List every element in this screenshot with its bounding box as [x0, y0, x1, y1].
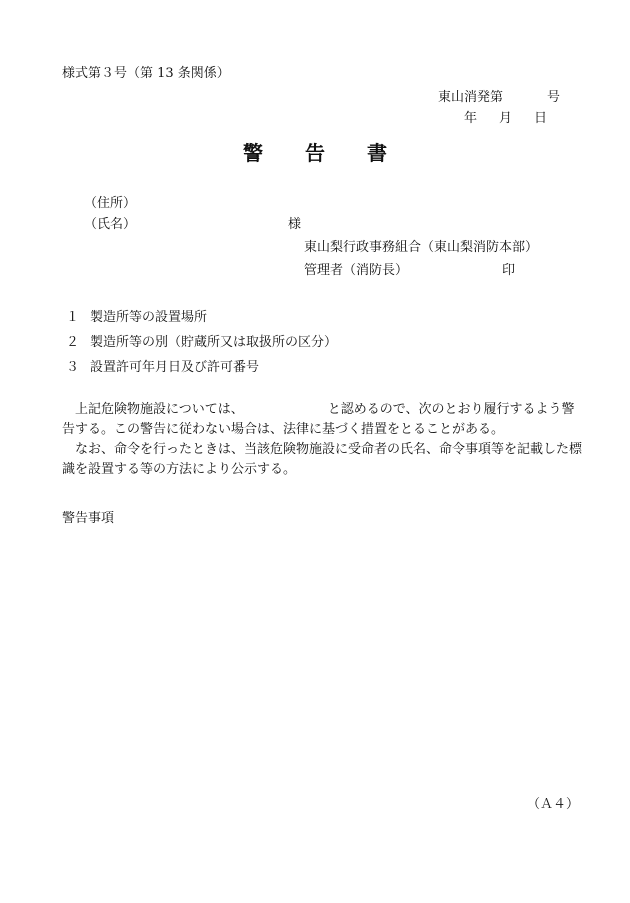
list-item — [66, 336, 337, 349]
list-item-number: １ — [66, 310, 80, 325]
issuer-organization: 東山梨行政事務組合（東山梨消防本部） — [304, 240, 539, 255]
list-item-text: 製造所等の設置場所 — [90, 310, 208, 325]
title-char-3: 書 — [367, 141, 387, 165]
list-item-number: ３ — [66, 360, 80, 375]
body-paragraph-1-part-1: 上記危険物施設については、 — [75, 402, 244, 417]
list-item-text: 製造所等の別（貯蔵所又は取扱所の区分） — [90, 335, 338, 350]
document-title — [0, 143, 630, 163]
recipient-name-label: （氏名） — [84, 217, 137, 232]
body-paragraph-1-part-2: と認めるので、次のとおり履行するよう警告する。この警告に従わない場合は、法律に基づく措置をとることがある。 — [62, 402, 575, 437]
body-paragraph-2-text: なお、命令を行ったときは、当該危険物施設に受命者の氏名、命令事項等を記載した標識を設置する等の方法により公示する。 — [62, 442, 583, 477]
list-item — [66, 311, 207, 324]
issuer-manager: 管理者（消防長） — [304, 263, 409, 278]
date-day: 日 — [534, 111, 548, 126]
list-item-text: 設置許可年月日及び許可番号 — [90, 360, 260, 375]
date-year: 年 — [464, 111, 478, 126]
title-char-1: 警 — [243, 141, 263, 165]
list-item — [66, 361, 259, 374]
form-id: 様式第３号（第 13 条関係） — [62, 66, 230, 81]
recipient-honorific: 様 — [288, 217, 302, 232]
recipient-address-label: （住所） — [84, 196, 137, 211]
document-number-suffix: 号 — [547, 90, 561, 105]
document-number-prefix: 東山消発第 — [438, 90, 504, 105]
document-date — [464, 112, 547, 125]
body-paragraph-1 — [62, 400, 582, 440]
warning-matters-label: 警告事項 — [62, 511, 115, 526]
paper-size-label: （Ａ４） — [527, 797, 580, 812]
body-paragraph-2 — [62, 440, 582, 480]
document-number — [438, 91, 560, 104]
title-char-2: 告 — [305, 141, 325, 165]
date-month: 月 — [499, 111, 513, 126]
seal-mark: 印 — [502, 263, 516, 278]
list-item-number: ２ — [66, 335, 80, 350]
